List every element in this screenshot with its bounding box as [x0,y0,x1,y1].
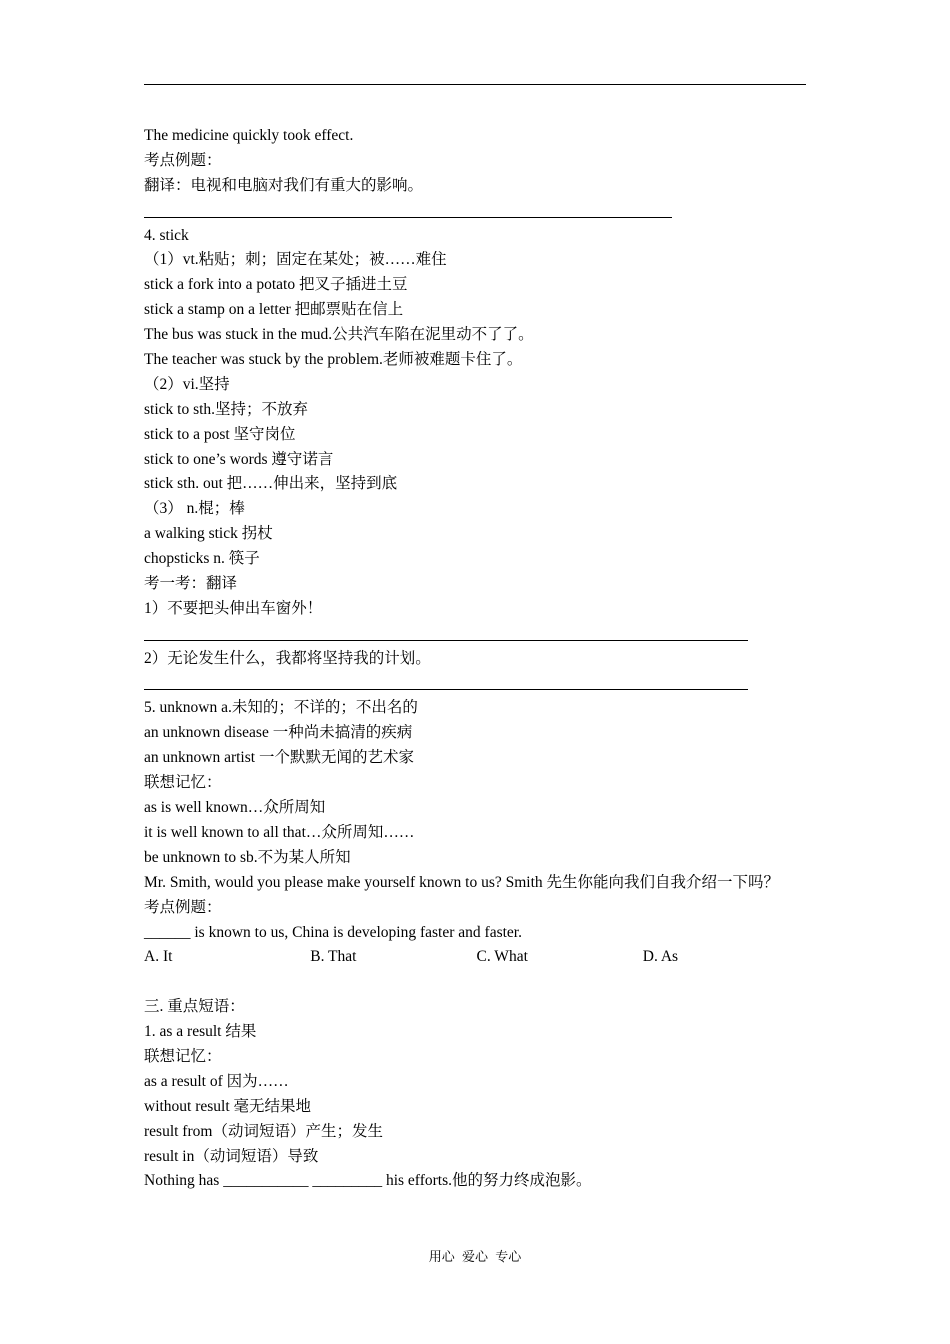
text-line: 1. as a result 结果 [144,1023,257,1041]
text-line: stick to sth.坚持；不放弃 [144,400,309,418]
text-line: 考一考：翻译 [144,575,238,593]
text-line: be unknown to sb.不为某人所知 [144,848,351,866]
option-c: C. What [476,948,528,966]
text-line: （3） n.棍；棒 [144,500,245,518]
text-line: a walking stick 拐杖 [144,525,273,543]
text-line: （1）vt.粘贴；刺；固定在某处；被……难住 [144,251,447,269]
text-line: 4. stick [144,226,189,244]
text-line: chopsticks n. 筷子 [144,550,260,568]
text-line: 考点例题： [144,151,222,169]
text-line: result in（动词短语）导致 [144,1147,319,1165]
text-line: The medicine quickly took effect. [144,127,354,144]
text-line: ______ is known to us, China is developing faster and faster. [144,923,522,941]
section-heading: 三. 重点短语： [144,998,245,1016]
text-line: an unknown disease 一种尚未搞清的疾病 [144,724,413,742]
text-line: 1）不要把头伸出车窗外！ [144,599,323,617]
text-line: result from（动词短语）产生；发生 [144,1122,383,1140]
text-line: 2）无论发生什么，我都将坚持我的计划。 [144,649,431,667]
answer-blank [144,622,809,647]
text-line: stick a fork into a potato 把叉子插进土豆 [144,276,408,294]
answer-blank [144,672,809,697]
text-line: stick a stamp on a letter 把邮票贴在信上 [144,301,404,319]
header-rule [144,84,806,85]
text-line: Mr. Smith, would you please make yourself known to us? Smith 先生你能向我们自我介绍一下吗？ [144,873,780,891]
text-line: 联想记忆： [144,774,222,792]
option-b: B. That [310,948,357,966]
text-line: as is well known…众所周知 [144,799,326,817]
text-line: stick to one’s words 遵守诺言 [144,450,334,468]
text-line: stick sth. out 把……伸出来，坚持到底 [144,475,398,493]
page-footer: 用心 爱心 专心 [428,1249,522,1264]
text-line: 联想记忆： [144,1047,222,1065]
text-line: without result 毫无结果地 [144,1097,312,1115]
document-body [144,124,809,1194]
answer-blank [144,199,809,224]
text-line: stick to a post 坚守岗位 [144,425,296,443]
option-a: A. It [144,948,173,966]
text-line: it is well known to all that…众所周知…… [144,823,415,841]
text-line: （2）vi.坚持 [144,375,230,393]
text-line: 考点例题： [144,898,222,916]
spacer [144,970,809,995]
text-line: The bus was stuck in the mud.公共汽车陷在泥里动不了了。 [144,326,534,344]
text-line: Nothing has ___________ _________ his efforts.他的努力终成泡影。 [144,1172,592,1190]
text-line: as a result of 因为…… [144,1072,289,1090]
text-line: The teacher was stuck by the problem.老师被难题卡住了。 [144,351,523,369]
option-d: D. As [642,948,679,966]
text-line: an unknown artist 一个默默无闻的艺术家 [144,749,414,767]
answer-options [144,945,809,970]
text-line: 5. unknown a.未知的；不详的；不出名的 [144,699,418,717]
text-line: 翻译：电视和电脑对我们有重大的影响。 [144,176,424,194]
